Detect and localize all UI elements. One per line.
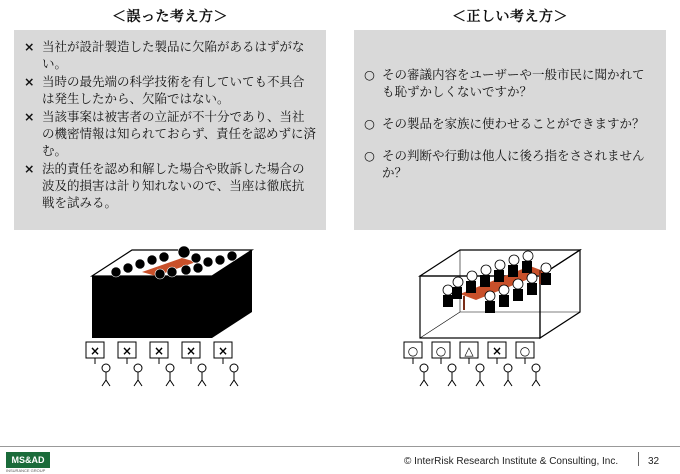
closed-meeting-illustration	[72, 238, 272, 388]
wrong-item	[24, 160, 316, 211]
sign-mark: ×	[491, 344, 503, 358]
wrong-item	[24, 38, 316, 72]
circle-mark: ○	[364, 148, 375, 163]
right-heading: ＜正しい考え方＞	[452, 9, 568, 25]
wrong-item	[24, 108, 316, 159]
circle-mark: ○	[364, 116, 375, 131]
wrong-item-text: 法的責任を認め和解した場合や敗訴した場合の波及的損害は計り知れないので、当座は徹底抗戦を試みる。	[42, 161, 305, 210]
sign-mark: ×	[121, 344, 133, 358]
citizen-group	[404, 342, 540, 386]
right-item	[364, 66, 656, 100]
wrong-item	[24, 73, 316, 107]
sign-mark: ×	[185, 344, 197, 358]
footer-separator	[638, 452, 639, 466]
right-item	[364, 147, 656, 181]
cross-mark: ×	[24, 74, 35, 89]
right-item-text: その判断や行動は他人に後ろ指をさされませんか？	[382, 148, 645, 180]
right-item-text: その製品を家族に使わせることができますか？	[382, 116, 645, 131]
wrong-item-text: 当社が設計製造した製品に欠陥があるはずがない。	[42, 39, 305, 71]
open-meeting-illustration	[400, 238, 600, 388]
footer-divider-line	[0, 446, 680, 447]
sign-mark: ×	[153, 344, 165, 358]
sign-mark: ○	[407, 344, 419, 358]
wrong-item-text: 当該事案は被害者の立証が不十分であり、当社の機密情報は知られておらず、責任を認めずに済む。	[42, 109, 317, 158]
company-logo: MS&AD	[6, 452, 50, 468]
cross-mark: ×	[24, 109, 35, 124]
page-number: 32	[648, 456, 660, 467]
cross-mark: ×	[24, 39, 35, 54]
circle-mark: ○	[364, 67, 375, 82]
sign-mark: ○	[435, 344, 447, 358]
sign-mark: ×	[89, 344, 101, 358]
copyright-text: © InterRisk Research Institute & Consulting, Inc.	[404, 456, 619, 467]
right-item-text: その審議内容をユーザーや一般市民に聞かれても恥ずかしくないですか？	[382, 67, 645, 99]
cross-mark: ×	[24, 161, 35, 176]
right-thinking-panel	[354, 30, 666, 230]
left-heading: ＜誤った考え方＞	[112, 9, 228, 25]
company-logo-subtitle: INSURANCE GROUP	[6, 468, 46, 473]
sign-mark: △	[464, 344, 474, 358]
wrong-item-text: 当時の最先端の科学技術を有していても不具合は発生したから、欠陥ではない。	[42, 74, 305, 106]
sign-mark: ×	[217, 344, 229, 358]
protester-group	[86, 342, 238, 386]
right-item	[364, 115, 656, 132]
sign-mark: ○	[519, 344, 531, 358]
wrong-thinking-panel	[14, 30, 326, 230]
